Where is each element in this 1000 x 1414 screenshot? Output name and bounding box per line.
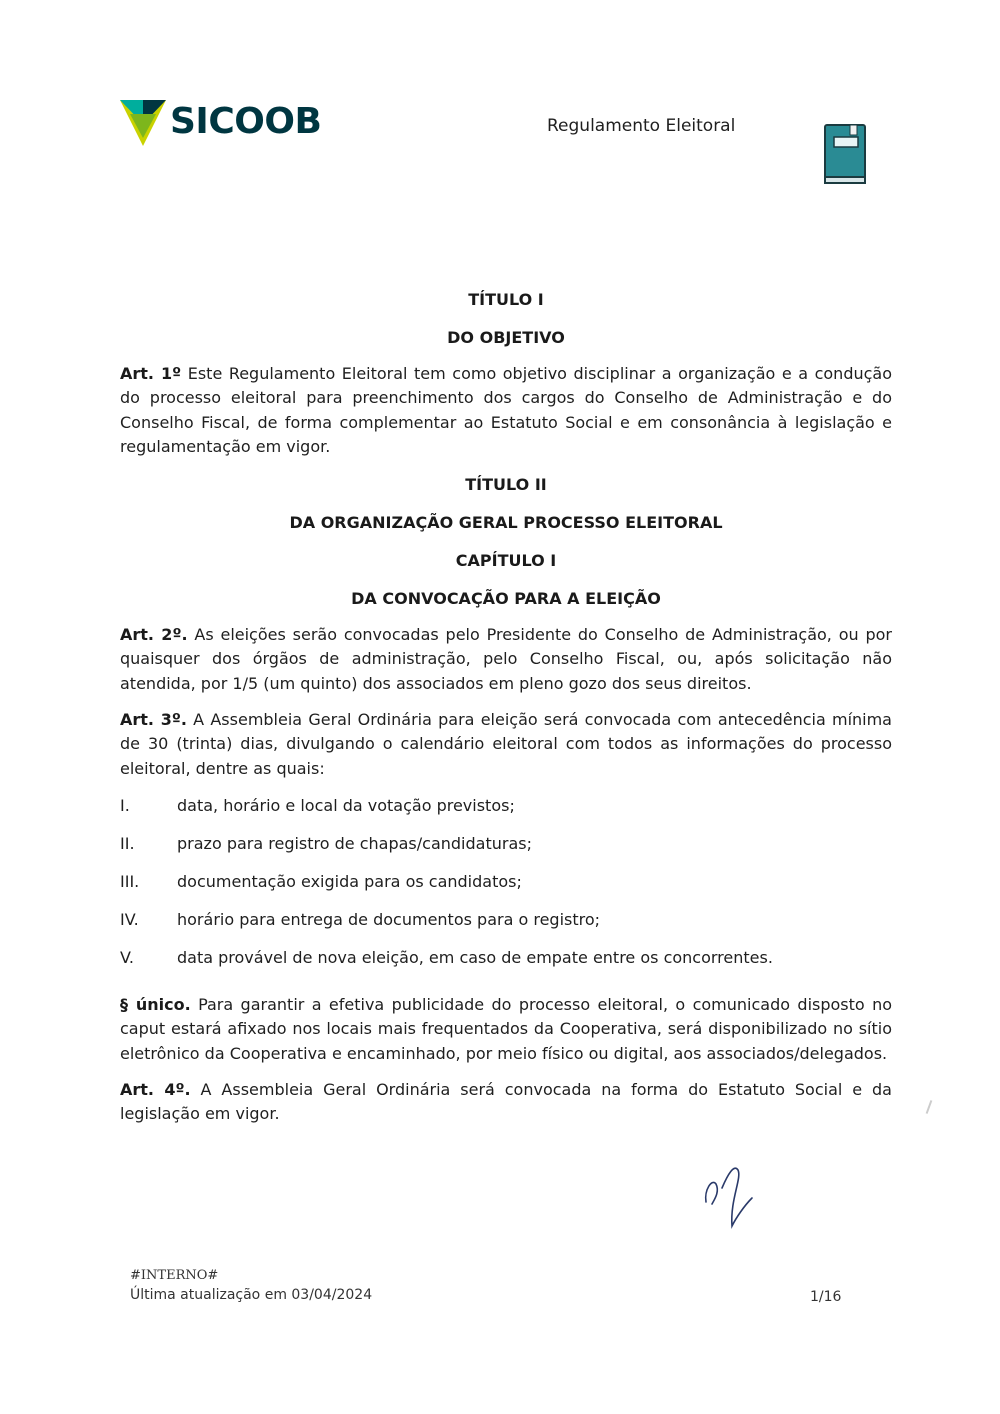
classification-tag: #INTERNO# [130,1268,219,1283]
list-item-number: I. [120,795,130,815]
article-2-text: As eleições serão convocadas pelo Presidente do Conselho de Administração, ou por quaisquer dos órgãos de administração, pelo Conselho Fiscal, ou, após solicitação não atendida, por 1/5 (um quinto) dos associados em pleno gozo dos seus direitos. [120,625,892,693]
paragrafo-unico-label: § único. [120,994,191,1014]
logo-text: SICOOB [170,101,322,142]
list-item [120,869,892,907]
article-1-label: Art. 1º [120,364,182,383]
list-item [120,945,892,983]
article-3 [120,708,892,781]
book-icon [822,123,868,185]
document-body [120,286,892,1138]
article-1-text: Este Regulamento Eleitoral tem como objetivo disciplinar a organização e a condução do processo eleitoral para preenchimento dos cargos do Conselho de Administração e do Conselho Fiscal, de forma complementar ao Estatuto Social e em consonância à legislação e regulamentação em vigor. [120,364,893,456]
list-item-text: data provável de nova eleição, em caso de empate entre os concorrentes. [177,947,773,967]
list-item-number: III. [120,871,140,891]
article-1 [120,362,892,459]
article-2-label: Art. 2º. [120,625,188,645]
handwritten-initials [700,1160,760,1232]
list-item [120,831,892,869]
last-updated: Última atualização em 03/04/2024 [130,1287,373,1303]
article-4-label: Art. 4º. [120,1079,191,1099]
titulo-2-subtitle: DA ORGANIZAÇÃO GERAL PROCESSO ELEITORAL [289,513,723,533]
article-4 [120,1078,892,1127]
article-2 [120,623,892,696]
article-4-text: A Assembleia Geral Ordinária será convocada na forma do Estatuto Social e da legislação em vigor. [120,1079,892,1124]
list-item-text: documentação exigida para os candidatos; [177,871,522,891]
article-3-label: Art. 3º. [120,710,187,730]
capitulo-1-subtitle: DA CONVOCAÇÃO PARA A ELEIÇÃO [351,589,661,609]
titulo-1-subtitle: DO OBJETIVO [447,328,565,347]
titulo-2: TÍTULO II [465,475,547,495]
article-3-list [120,793,892,983]
list-item [120,907,892,945]
list-item-number: IV. [120,909,139,929]
article-3-text: A Assembleia Geral Ordinária para eleição será convocada com antecedência mínima de 30 (trinta) dias, divulgando o calendário eleitoral com todos as informações do processo eleitoral, dentre as quais: [120,710,892,778]
capitulo-1: CAPÍTULO I [455,551,557,571]
list-item-number: II. [120,833,135,853]
list-item-number: V. [120,947,134,967]
scan-mark [926,1100,933,1114]
sicoob-logo [120,98,330,150]
titulo-1: TÍTULO I [468,290,544,309]
paragrafo-unico-text: Para garantir a efetiva publicidade do processo eleitoral, o comunicado disposto no caput estará afixado nos locais mais frequentados da Cooperativa, será disponibilizado no sítio eletrônico da Cooperativa e encaminhado, por meio físico ou digital, aos associados/delegados. [120,994,893,1063]
document-title: Regulamento Eleitoral [547,116,736,136]
list-item-text: data, horário e local da votação previstos; [177,795,515,815]
sicoob-logo-icon [120,98,168,148]
list-item-text: horário para entrega de documentos para o registro; [177,909,601,929]
paragrafo-unico [120,993,892,1066]
list-item [120,793,892,831]
page-number: 1/16 [810,1289,842,1305]
list-item-text: prazo para registro de chapas/candidaturas; [177,833,532,853]
